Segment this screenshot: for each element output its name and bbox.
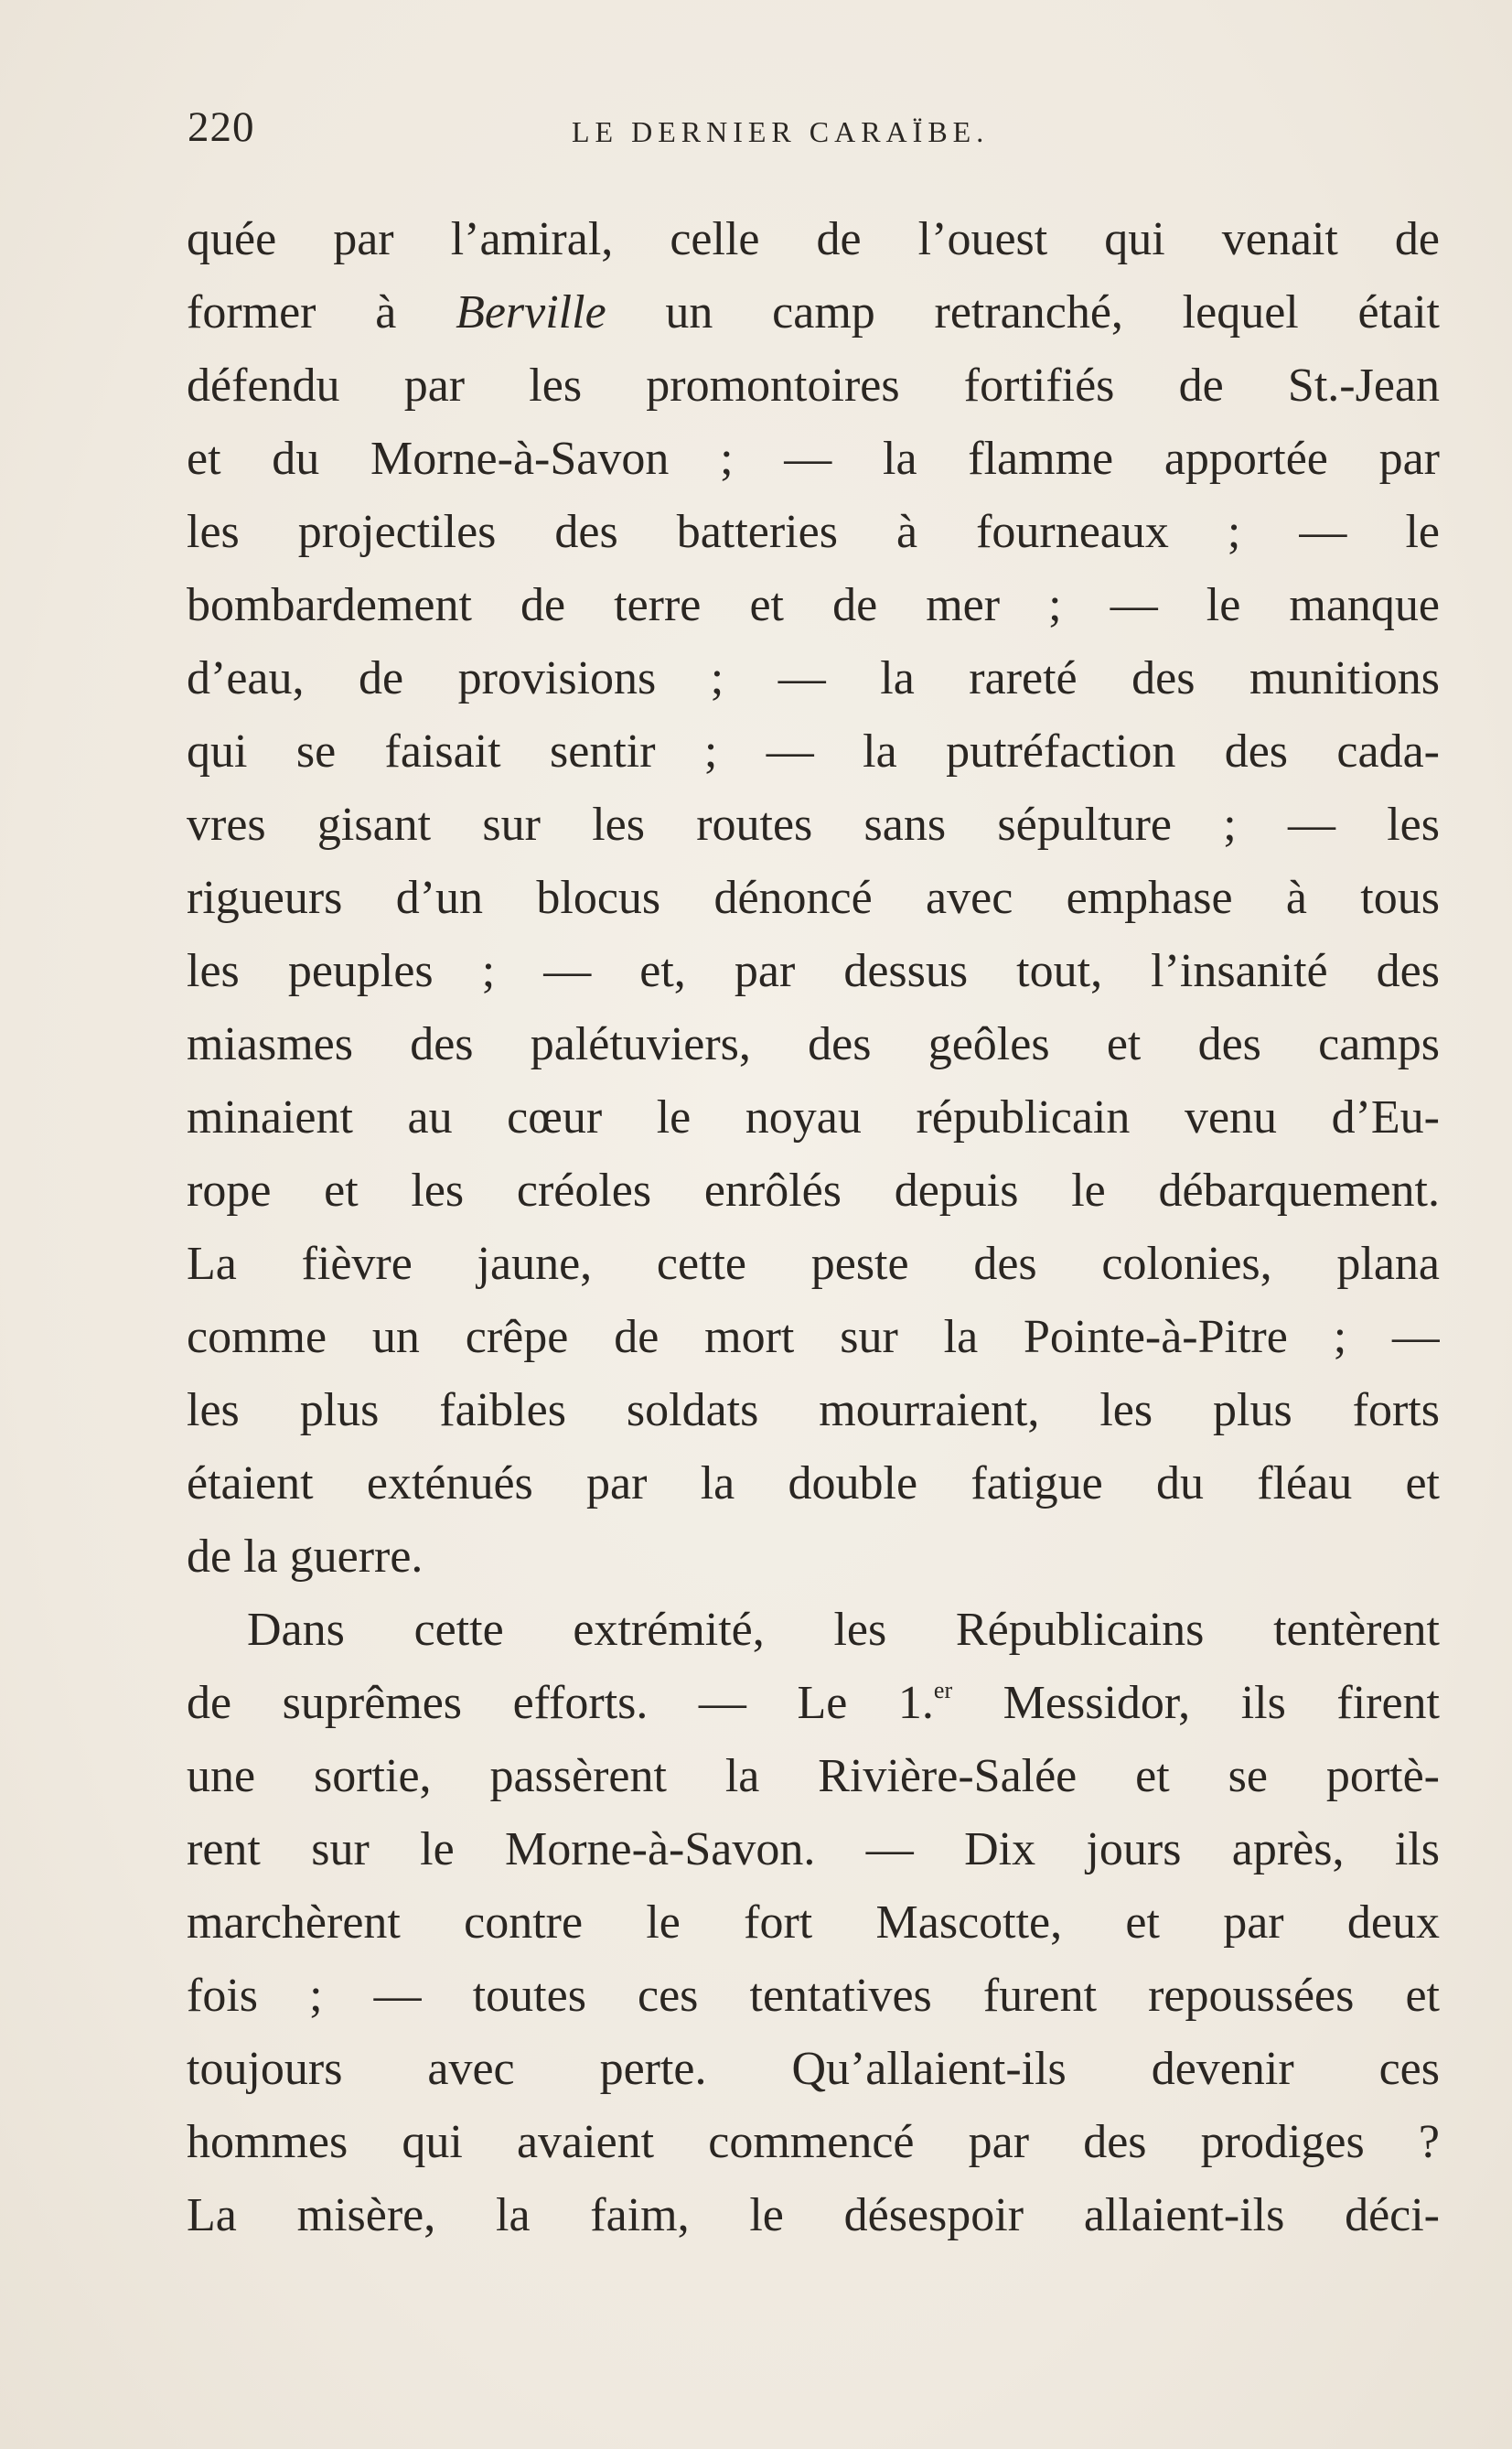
text-line: rope et les créoles enrôlés depuis le débarquement.	[187, 1165, 1440, 1217]
text-line: et du Morne-à-Savon ; — la flamme apportée par	[187, 433, 1440, 485]
text-line: les projectiles des batteries à fourneaux ; — le	[187, 506, 1440, 558]
text-line: vres gisant sur les routes sans sépulture ; — les	[187, 799, 1440, 851]
text-line: les plus faibles soldats mourraient, les plus forts	[187, 1384, 1440, 1436]
text-line: rigueurs d’un blocus dénoncé avec emphase à tous	[187, 872, 1440, 924]
paragraph-end-line: de la guerre.	[187, 1531, 424, 1583]
page-number: 220	[188, 103, 255, 151]
text-line: étaient exténués par la double fatigue du fléau et	[187, 1457, 1440, 1509]
text-line: toujours avec perte. Qu’allaient-ils devenir ces	[187, 2043, 1440, 2095]
text-line: bombardement de terre et de mer ; — le manque	[187, 579, 1440, 631]
text-line: de suprêmes efforts. — Le 1.$^{er}$ Messidor, ils firent	[187, 1677, 1440, 1729]
italic-place-name: Berville	[456, 286, 606, 338]
text-line: marchèrent contre le fort Mascotte, et par deux	[187, 1896, 1440, 1949]
text-line: rent sur le Morne-à-Savon. — Dix jours après, ils	[187, 1823, 1440, 1875]
text-line: hommes qui avaient commencé par des prodiges ?	[187, 2116, 1440, 2168]
text-line: La misère, la faim, le désespoir allaient-ils déci-	[187, 2189, 1440, 2241]
text-line: les peuples ; — et, par dessus tout, l’insanité des	[187, 945, 1440, 997]
text-line: qui se faisait sentir ; — la putréfaction des cada-	[187, 725, 1440, 778]
text-line: miasmes des palétuviers, des geôles et des camps	[187, 1018, 1440, 1070]
text-line: fois ; — toutes ces tentatives furent repoussées et	[187, 1970, 1440, 2022]
page-header	[188, 102, 1441, 157]
text-line: former à Berville un camp retranché, lequel était	[187, 286, 1440, 338]
text-line: d’eau, de provisions ; — la rareté des munitions	[187, 652, 1440, 704]
text-line: défendu par les promontoires fortifiés de St.-Jean	[187, 360, 1440, 412]
running-title: LE DERNIER CARAÏBE.	[572, 115, 990, 148]
text-line: quée par l’amiral, celle de l’ouest qui venait de	[187, 213, 1440, 265]
paragraph-start-line: Dans cette extrémité, les Républicains tentèrent	[247, 1604, 1440, 1656]
text-line: comme un crêpe de mort sur la Pointe-à-Pitre ; —	[187, 1311, 1440, 1363]
ordinal-superscript: er	[933, 1677, 953, 1703]
text-line: minaient au cœur le noyau républicain venu d’Eu-	[187, 1091, 1440, 1144]
text-line: une sortie, passèrent la Rivière-Salée et se portè-	[187, 1750, 1440, 1802]
body-text	[187, 203, 1440, 2252]
text-line: La fièvre jaune, cette peste des colonies, plana	[187, 1238, 1440, 1290]
